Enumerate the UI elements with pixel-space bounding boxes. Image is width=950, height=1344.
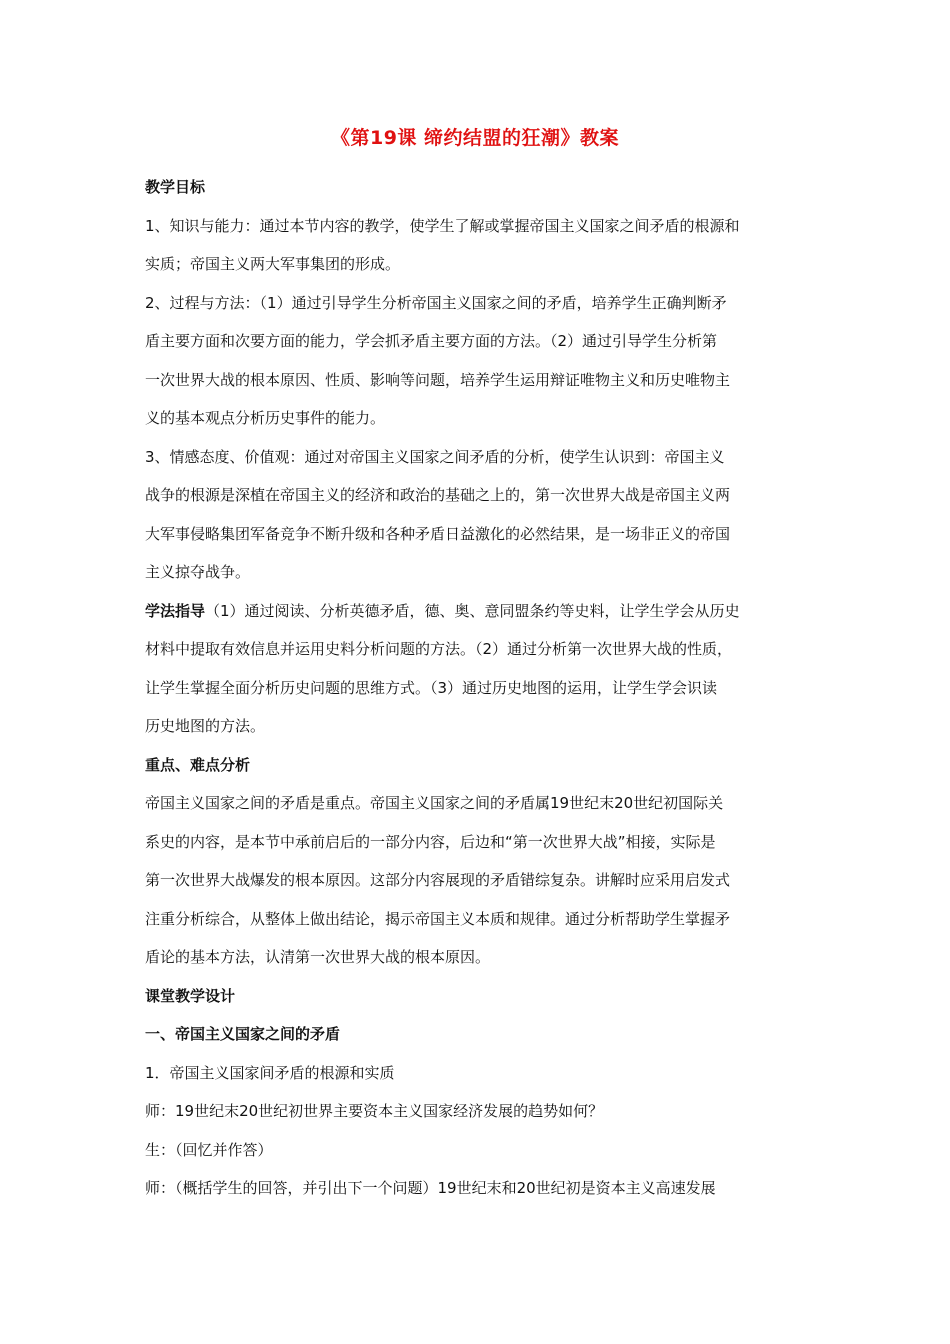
text-line	[145, 1060, 810, 1099]
line-text: 材料中提取有效信息并运用史料分析问题的方法。（2）通过分析第一次世界大战的性质，	[145, 640, 733, 658]
text-line	[145, 213, 810, 252]
text-line	[145, 290, 810, 329]
line-text: 盾主要方面和次要方面的能力，学会抓矛盾主要方面的方法。（2）通过引导学生分析第	[145, 332, 718, 350]
line-text: 义的基本观点分析历史事件的能力。	[145, 409, 386, 427]
text-line	[145, 1137, 810, 1176]
text-line	[145, 944, 810, 983]
text-line	[145, 405, 810, 444]
text-line	[145, 1175, 810, 1214]
inline-heading: 学法指导	[145, 601, 206, 620]
line-text: 帝国主义国家之间的矛盾是重点。帝国主义国家之间的矛盾属19世纪末20世纪初国际关	[145, 794, 724, 812]
text-line	[145, 598, 810, 637]
line-text: 1、知识与能力：通过本节内容的教学，使学生了解或掌握帝国主义国家之间矛盾的根源和	[145, 216, 740, 235]
line-text: 重点、难点分析	[145, 755, 251, 774]
line-text: 课堂教学设计	[145, 986, 236, 1005]
text-line	[145, 906, 810, 945]
line-text: 盾论的基本方法，认清第一次世界大战的根本原因。	[145, 948, 491, 966]
text-line	[145, 867, 810, 906]
line-text: 注重分析综合，从整体上做出结论，揭示帝国主义本质和规律。通过分析帮助学生掌握矛	[145, 909, 731, 928]
text-line	[145, 559, 810, 598]
text-line	[145, 328, 810, 367]
text-line	[145, 713, 810, 752]
line-text: （1）通过阅读、分析英德矛盾，德、奥、意同盟条约等史料，让学生学会从历史	[205, 601, 740, 620]
text-line	[145, 1098, 810, 1137]
text-line	[145, 829, 810, 868]
section-heading	[145, 752, 810, 791]
line-text: 一、帝国主义国家之间的矛盾	[145, 1025, 341, 1043]
line-text: 一次世界大战的根本原因、性质、影响等问题，培养学生运用辩证唯物主义和历史唯物主	[145, 370, 731, 389]
line-text: 第一次世界大战爆发的根本原因。这部分内容展现的矛盾错综复杂。讲解时应采用启发式	[145, 871, 731, 889]
text-line	[145, 251, 810, 290]
document-body	[145, 174, 810, 1214]
line-text: 主义掠夺战争。	[145, 563, 251, 581]
line-text: 3、情感态度、价值观：通过对帝国主义国家之间矛盾的分析，使学生认识到：帝国主义	[145, 447, 725, 466]
line-text: 师：19世纪末20世纪初世界主要资本主义国家经济发展的趋势如何？	[145, 1102, 604, 1120]
line-text: 生：（回忆并作答）	[145, 1140, 273, 1159]
section-heading	[145, 1021, 810, 1060]
line-text: 系史的内容，是本节中承前启后的一部分内容，后边和“第一次世界大战”相接，实际是	[145, 832, 716, 851]
line-text: 历史地图的方法。	[145, 717, 266, 735]
line-text: 教学目标	[145, 178, 206, 196]
document-title: 《第19课 缔约结盟的狂潮》教案	[330, 127, 620, 149]
line-text: 1．帝国主义国家间矛盾的根源和实质	[145, 1063, 395, 1082]
line-text: 战争的根源是深植在帝国主义的经济和政治的基础之上的，第一次世界大战是帝国主义两	[145, 486, 731, 504]
section-heading	[145, 983, 810, 1022]
text-line	[145, 444, 810, 483]
line-text: 2、过程与方法：（1）通过引导学生分析帝国主义国家之间的矛盾，培养学生正确判断矛	[145, 293, 727, 312]
text-line	[145, 675, 810, 714]
section-heading	[145, 174, 810, 213]
line-text: 让学生掌握全面分析历史问题的思维方式。（3）通过历史地图的运用，让学生学会识读	[145, 678, 718, 697]
line-text: 大军事侵略集团军备竞争不断升级和各种矛盾日益激化的必然结果，是一场非正义的帝国	[145, 524, 731, 543]
line-text: 实质；帝国主义两大军事集团的形成。	[145, 255, 401, 273]
line-text: 师：（概括学生的回答，并引出下一个问题）19世纪末和20世纪初是资本主义高速发展	[145, 1179, 716, 1197]
text-line	[145, 482, 810, 521]
text-line	[145, 790, 810, 829]
text-line	[145, 636, 810, 675]
text-line	[145, 521, 810, 560]
text-line	[145, 367, 810, 406]
